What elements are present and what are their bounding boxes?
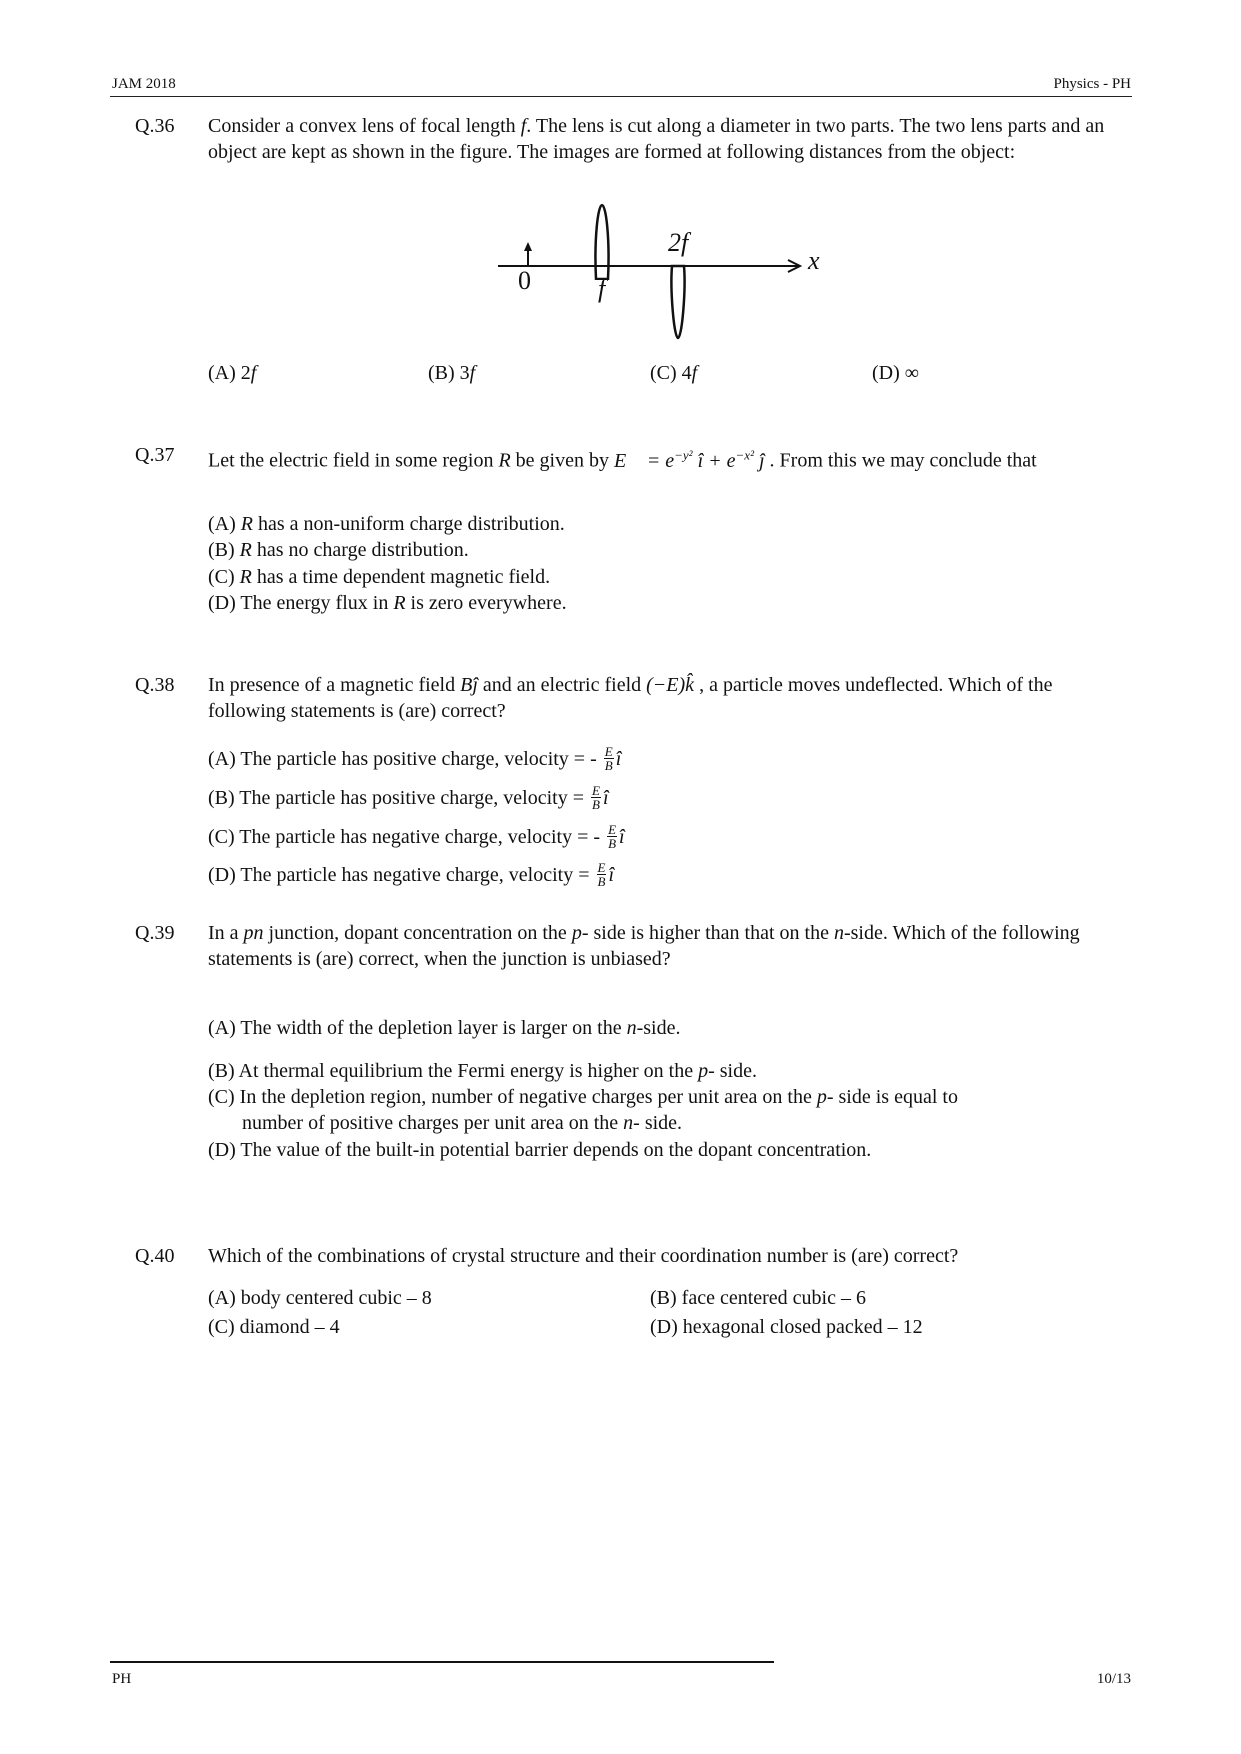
question-39-number: Q.39 [135, 922, 175, 944]
q37-option-b: (B) R has no charge distribution. [208, 539, 469, 561]
q38-option-a: (A) The particle has positive charge, velocity = - $\frac{E}{B}$ î [208, 743, 622, 773]
q39-option-a: (A) The width of the depletion layer is larger on the n-side. [208, 1017, 681, 1039]
question-37-text: Let the electric field in some region R be given by E⃗ = $e^{-y^2}$ î + $e^{-x^2}$ ĵ . From this we may conclude that [208, 447, 1037, 472]
q40-option-b: (B) face centered cubic – 6 [650, 1287, 866, 1309]
q36-option-a: (A) 2f [208, 362, 257, 384]
lower-half-lens [671, 266, 684, 338]
lens1-position-label: f [598, 274, 606, 303]
question-40-text: Which of the combinations of crystal structure and their coordination number is (are) correct? [208, 1245, 959, 1267]
question-38-number: Q.38 [135, 674, 175, 696]
q40-option-a: (A) body centered cubic – 8 [208, 1287, 432, 1309]
electric-field-equation: E⃗ = $e^{-y^2}$ î + $e^{-x^2}$ ĵ [613, 447, 765, 472]
q36-option-c: (C) 4f [650, 362, 698, 384]
header-subject-label: Physics - PH [1053, 76, 1131, 92]
q37-option-c: (C) R has a time dependent magnetic field. [208, 566, 551, 588]
lens-figure-svg [490, 190, 830, 350]
q36-option-d: (D) ∞ [872, 362, 920, 384]
q37-option-d: (D) The energy flux in R is zero everywhere. [208, 592, 567, 614]
footer-divider [110, 1661, 774, 1663]
origin-label: 0 [518, 266, 531, 295]
footer-paper-code: PH [112, 1671, 132, 1687]
axis-x-label: x [808, 246, 820, 275]
q38-option-d: (D) The particle has negative charge, velocity = $\frac{E}{B}$ î [208, 859, 615, 889]
upper-half-lens [595, 205, 608, 279]
q37-option-a: (A) R has a non-uniform charge distribution. [208, 513, 565, 535]
question-36-number: Q.36 [135, 115, 175, 137]
question-40-number: Q.40 [135, 1245, 175, 1267]
q39-option-d: (D) The value of the built-in potential barrier depends on the dopant concentration. [208, 1139, 872, 1161]
lens-diagram [490, 190, 830, 355]
q36-option-b: (B) 3f [428, 362, 476, 384]
object-arrowhead [524, 242, 532, 251]
q39-option-c-continued: number of positive charges per unit area on the n- side. [242, 1112, 683, 1134]
q39-option-c: (C) In the depletion region, number of negative charges per unit area on the p- side is equal to [208, 1086, 958, 1108]
q38-option-b: (B) The particle has positive charge, velocity = $\frac{E}{B}$ î [208, 782, 609, 812]
header-divider [110, 96, 1132, 97]
question-37-number: Q.37 [135, 444, 175, 466]
footer-page-number: 10/13 [1096, 1671, 1131, 1687]
question-39-text: In a pn junction, dopant concentration on the p- side is higher than that on the n-side. Which of the following statements is (are) correct, when the junction is unbiased? [208, 922, 1080, 970]
question-36-text: Consider a convex lens of focal length f. The lens is cut along a diameter in two parts. The two lens parts and an object are kept as shown in the figure. The images are formed at following distances from the object: [208, 115, 1105, 163]
header-exam-label: JAM 2018 [112, 76, 176, 92]
q38-option-c: (C) The particle has negative charge, velocity = - $\frac{E}{B}$ î [208, 821, 625, 851]
lens2-position-label: 2f [668, 228, 689, 257]
q40-option-d: (D) hexagonal closed packed – 12 [650, 1316, 923, 1338]
q40-option-c: (C) diamond – 4 [208, 1316, 340, 1338]
question-38-text: In presence of a magnetic field Bĵ and an electric field (−E)k̂ , a particle moves undeflected. Which of the following statements is (are) correct? [208, 674, 1053, 722]
q39-option-b: (B) At thermal equilibrium the Fermi energy is higher on the p- side. [208, 1060, 757, 1082]
